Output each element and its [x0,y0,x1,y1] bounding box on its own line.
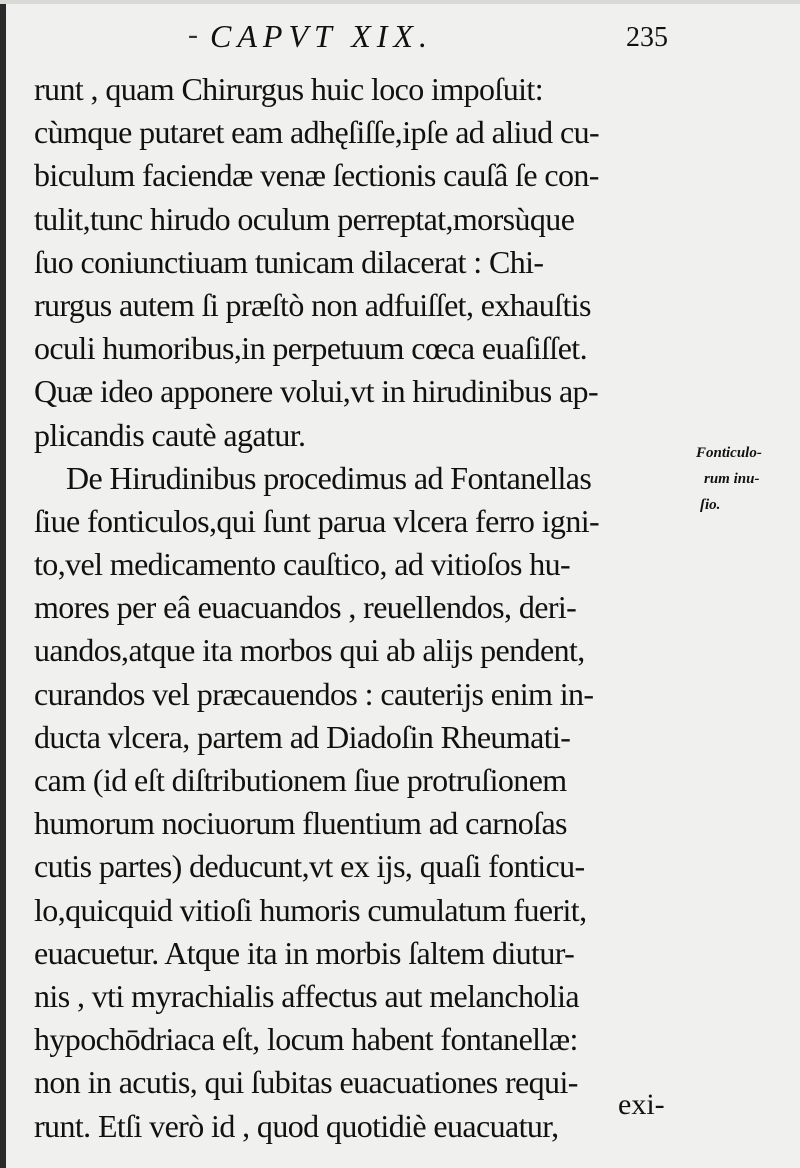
text-line: euacuetur. Atque ita in morbis ſaltem diutur- [34,934,575,971]
text-line: uandos,atque ita morbos qui ab alijs pendent, [34,632,585,669]
text-line: rurgus autem ſi præſtò non adfuiſſet, exhauſtis [34,286,591,323]
text-line: curandos vel præcauendos : cauterijs enim in- [34,675,594,712]
page-gutter [0,0,6,1168]
page-number: 235 [626,22,668,53]
text-line: ſiue fonticulos,qui ſunt parua vlcera ferro igni- [34,502,600,539]
text-line: lo,quicquid vitioſi humoris cumulatum fuerit, [34,891,587,928]
text-line: runt , quam Chirurgus huic loco impoſuit: [34,71,543,107]
text-line: to,vel medicamento cauſtico, ad vitioſos hu- [34,546,571,583]
text-line: runt. Etſi verò id , quod quotidiè euacuatur, [34,1107,559,1144]
text-line: cutis partes) deducunt,vt ex ijs, quaſi fonticu- [34,848,585,885]
text-line: biculum faciendæ venæ ſectionis cauſâ ſe con- [34,157,599,194]
text-line: non in acutis, qui ſubitas euacuationes requi- [34,1064,578,1101]
text-line: ſuo coniunctiuam tunicam dilacerat : Chi- [34,243,544,280]
body-text [34,68,694,1148]
margin-note [696,440,796,518]
text-line: ducta vlcera, partem ad Diadoſin Rheumati- [34,718,571,755]
header-dash: - [188,18,198,51]
running-head: CAPVT XIX. [210,18,433,54]
page-header [0,18,800,58]
text-line: tulit,tunc hirudo oculum perreptat,morsùque [34,200,575,237]
paragraph-start-line: De Hirudinibus procedimus ad Fontanellas [66,459,592,496]
text-line: mores per eâ euacuandos , reuellendos, deri- [34,589,577,626]
catchword: exi- [618,1088,665,1121]
text-line: hypochōdriaca eſt, locum habent fontanellæ: [34,1021,578,1058]
text-line: plicandis cautè agatur. [34,416,306,453]
text-line: nis , vti myrachialis affectus aut melancholia [34,977,579,1014]
margin-note-line: ſio. [700,497,721,513]
text-line: cùmque putaret eam adhęſiſſe,ipſe ad aliud cu- [34,114,600,151]
page-top-edge [0,0,800,4]
margin-note-line: rum inu- [704,471,760,487]
text-line: oculi humoribus,in perpetuum cœca euaſiſſet. [34,330,587,367]
margin-note-line: Fonticulo- [696,445,762,461]
text-line: cam (id eſt diſtributionem ſiue protruſionem [34,762,567,798]
text-line: humorum nociuorum fluentium ad carnoſas [34,805,567,842]
text-line: Quæ ideo apponere volui,vt in hirudinibus ap- [34,373,599,410]
